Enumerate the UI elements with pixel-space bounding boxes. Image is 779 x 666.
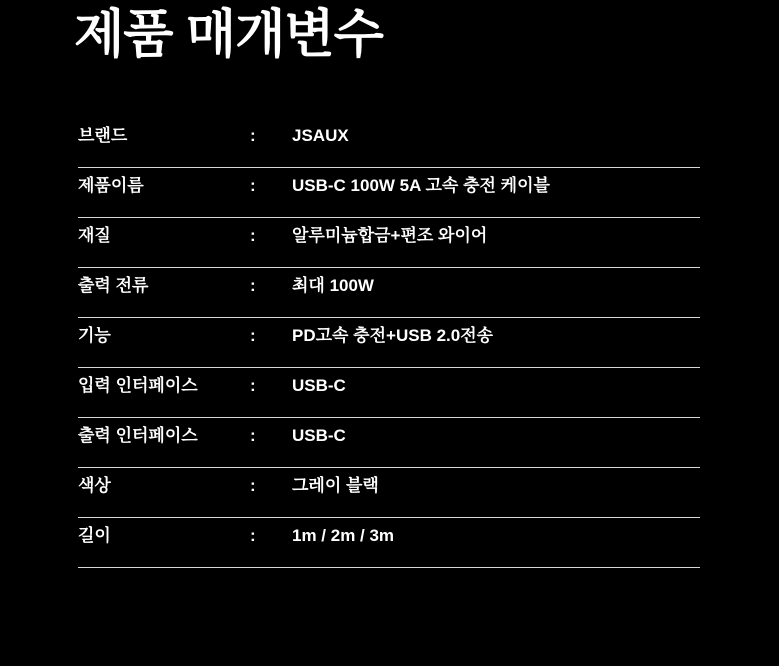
- spec-separator: :: [250, 176, 256, 195]
- table-row: [78, 268, 700, 318]
- spec-separator: :: [250, 476, 256, 495]
- spec-label: 길이: [78, 526, 111, 545]
- spec-label: 재질: [78, 226, 111, 245]
- spec-separator: :: [250, 226, 256, 245]
- spec-separator: :: [250, 276, 256, 295]
- spec-value: JSAUX: [292, 126, 349, 145]
- table-row: [78, 368, 700, 418]
- spec-label: 브랜드: [78, 126, 128, 145]
- spec-value: USB-C 100W 5A 고속 충전 케이블: [292, 176, 550, 195]
- spec-value: USB-C: [292, 426, 346, 445]
- spec-value: 최대 100W: [292, 276, 374, 295]
- spec-label: 출력 전류: [78, 276, 149, 295]
- spec-label: 색상: [78, 476, 111, 495]
- spec-separator: :: [250, 126, 256, 145]
- table-row: [78, 468, 700, 518]
- table-row: [78, 418, 700, 468]
- table-row: [78, 218, 700, 268]
- spec-value: PD고속 충전+USB 2.0전송: [292, 326, 494, 345]
- page-title: 제품 매개변수: [74, 6, 383, 64]
- spec-value: 그레이 블랙: [292, 476, 379, 495]
- spec-label: 제품이름: [78, 176, 144, 195]
- spec-value: USB-C: [292, 376, 346, 395]
- spec-separator: :: [250, 526, 256, 545]
- spec-separator: :: [250, 376, 256, 395]
- spec-label: 입력 인터페이스: [78, 376, 198, 395]
- table-row: [78, 168, 700, 218]
- spec-label: 기능: [78, 326, 111, 345]
- spec-table: [78, 118, 700, 568]
- table-row: [78, 318, 700, 368]
- spec-separator: :: [250, 326, 256, 345]
- spec-label: 출력 인터페이스: [78, 426, 198, 445]
- table-row: [78, 518, 700, 568]
- spec-separator: :: [250, 426, 256, 445]
- spec-value: 알루미늄합금+편조 와이어: [292, 226, 488, 245]
- table-row: [78, 118, 700, 168]
- spec-value: 1m / 2m / 3m: [292, 526, 395, 545]
